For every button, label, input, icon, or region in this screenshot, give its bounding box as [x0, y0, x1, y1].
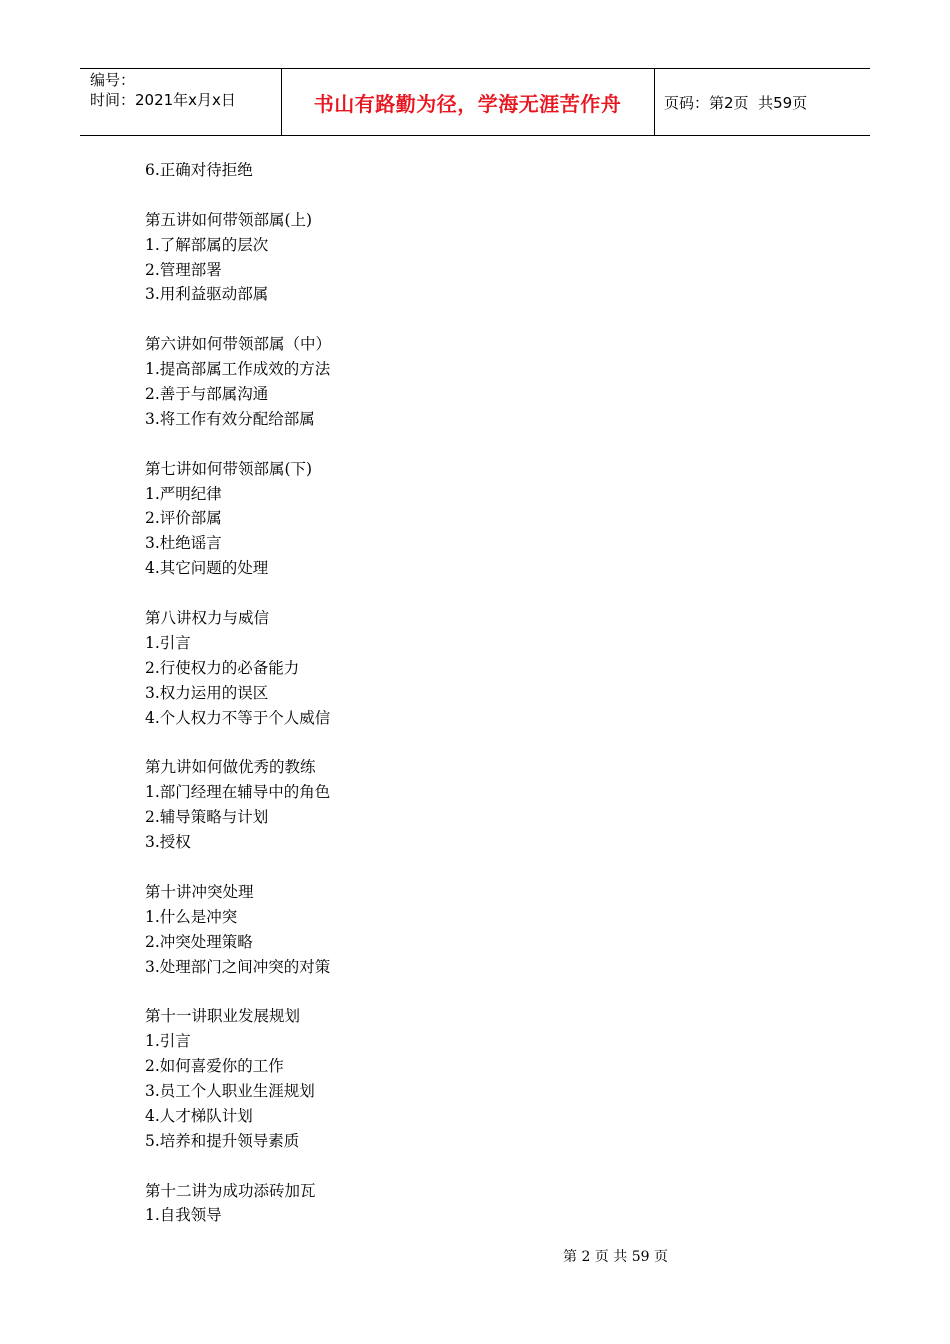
section-spacer — [145, 581, 845, 606]
list-item: 1.引言 — [145, 1032, 191, 1051]
list-item: 2.冲突处理策略 — [145, 932, 253, 951]
section-spacer — [145, 432, 845, 457]
header-code-label: 编号： — [90, 71, 136, 89]
header-meta — [90, 70, 236, 110]
list-item: 4.人才梯队计划 — [145, 1106, 253, 1125]
section-spacer — [145, 1154, 845, 1179]
list-item: 1.自我领导 — [145, 1206, 222, 1225]
list-item: 5.培养和提升领导素质 — [145, 1131, 300, 1150]
list-item: 1.什么是冲突 — [145, 907, 238, 926]
footer-page-number: 第 2 页 共 59 页 — [563, 1249, 668, 1265]
header-divider-right — [654, 68, 655, 136]
list-item: 4.个人权力不等于个人威信 — [145, 708, 331, 727]
list-item: 1.提高部属工作成效的方法 — [145, 360, 331, 379]
list-item: 2.评价部属 — [145, 509, 222, 528]
document-body — [145, 158, 845, 1228]
section-title: 第九讲如何做优秀的教练 — [145, 758, 316, 777]
list-item: 1.了解部属的层次 — [145, 235, 269, 254]
header-date-label: 时间：2021年x月x日 — [90, 91, 236, 109]
header-page-text: 页码：第2页 共59页 — [664, 93, 808, 112]
list-item: 3.权力运用的误区 — [145, 683, 269, 702]
list-item: 3.将工作有效分配给部属 — [145, 409, 315, 428]
section-spacer — [145, 183, 845, 208]
list-item: 3.处理部门之间冲突的对策 — [145, 957, 331, 976]
header-page-label — [664, 68, 807, 136]
list-item: 2.辅导策略与计划 — [145, 808, 269, 827]
list-item: 1.严明纪律 — [145, 484, 222, 503]
list-item: 3.杜绝谣言 — [145, 534, 222, 553]
section-spacer — [145, 730, 845, 755]
list-item: 2.善于与部属沟通 — [145, 385, 269, 404]
header-motto: 书山有路勤为径，学海无涯苦作舟 — [313, 91, 622, 116]
page-header — [80, 68, 870, 136]
list-item: 2.如何喜爱你的工作 — [145, 1057, 284, 1076]
section-title: 第七讲如何带领部属(下) — [145, 459, 313, 478]
section-spacer — [145, 979, 845, 1004]
list-item: 4.其它问题的处理 — [145, 559, 269, 578]
list-item: 2.行使权力的必备能力 — [145, 658, 300, 677]
section-spacer — [145, 855, 845, 880]
section-title: 第五讲如何带领部属(上) — [145, 210, 313, 229]
list-item: 2.管理部署 — [145, 260, 222, 279]
sections-container — [145, 183, 845, 1228]
list-item: 1.部门经理在辅导中的角色 — [145, 783, 331, 802]
list-item: 3.授权 — [145, 833, 191, 852]
section-title: 第十一讲职业发展规划 — [145, 1007, 301, 1026]
section-spacer — [145, 307, 845, 332]
section-title: 第十二讲为成功添砖加瓦 — [145, 1181, 316, 1200]
section-title: 第六讲如何带领部属（中） — [145, 335, 332, 354]
list-item: 3.用利益驱动部属 — [145, 285, 269, 304]
section-title: 第八讲权力与威信 — [145, 609, 270, 628]
list-item: 3.员工个人职业生涯规划 — [145, 1081, 315, 1100]
section-title: 第十讲冲突处理 — [145, 882, 254, 901]
intro-item: 6.正确对待拒绝 — [145, 161, 253, 179]
list-item: 1.引言 — [145, 633, 191, 652]
